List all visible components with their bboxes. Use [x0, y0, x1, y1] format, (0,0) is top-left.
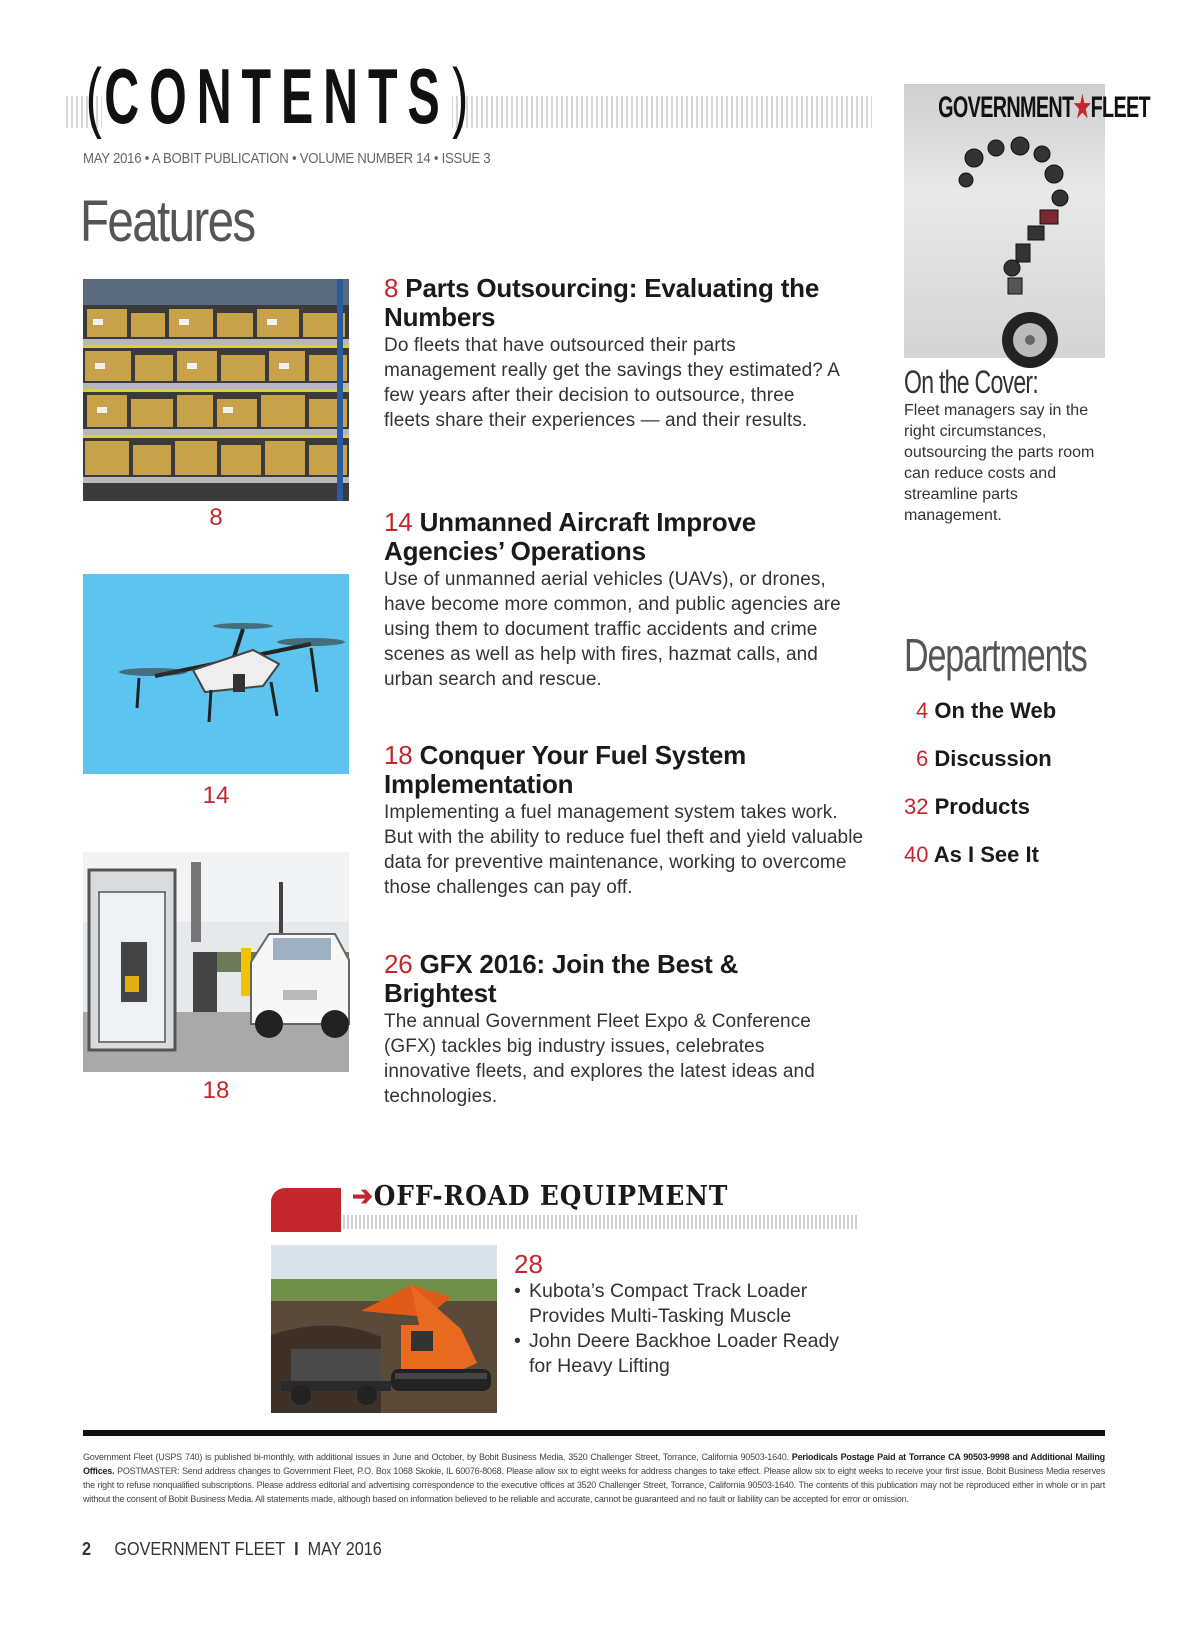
feature-article-fuel-system[interactable] [384, 741, 864, 900]
article-title[interactable] [384, 950, 744, 1008]
article-title[interactable] [384, 274, 864, 332]
article-description: Use of unmanned aerial vehicles (UAVs), or drones, have become more common, and public agencies are using them to document traffic accidents and crime scenes as well as help with fires, hazmat calls, and urban search and rescue. [384, 569, 841, 690]
track-loader-illustration [271, 1245, 497, 1413]
article-title[interactable] [384, 508, 804, 566]
on-the-cover-text: Fleet managers say in the right circumstances, outsourcing the parts room can reduce costs and streamline parts management. [904, 402, 1095, 524]
feature-article-unmanned-aircraft[interactable] [384, 508, 864, 692]
offroad-title-text: OFF-ROAD EQUIPMENT [373, 1181, 729, 1212]
article-title-text: Conquer Your Fuel System Implementation [384, 740, 747, 799]
page-number: 2 [82, 1539, 92, 1559]
contents-title [82, 52, 472, 140]
department-page-number: 4 [916, 698, 929, 723]
question-mark-parts-illustration [904, 128, 1105, 358]
feature-article-gfx-2016[interactable] [384, 950, 864, 1109]
feature-image-caption: 18 [202, 1077, 230, 1104]
article-title-text: Parts Outsourcing: Evaluating the Numbers [384, 273, 820, 332]
legal-text-bold: Periodicals Postage Paid at Torrance CA 90503-9998 and Additional Mailing Offices. [83, 1452, 1105, 1476]
parts-shelves-image[interactable] [83, 279, 349, 501]
cover-name-right: FLEET [1090, 91, 1150, 124]
article-page-number: 26 [384, 949, 413, 979]
page-folio [82, 1539, 382, 1560]
department-item-on-the-web[interactable] [916, 698, 1056, 724]
folio-publication: GOVERNMENT FLEET [114, 1539, 286, 1559]
on-the-cover-heading: On the Cover: [904, 364, 1039, 400]
article-description: The annual Government Fleet Expo & Conference (GFX) tackles big industry issues, celebrates innovative fleets, and explores the latest ideas and technologies. [384, 1011, 815, 1107]
article-page-number: 8 [384, 273, 399, 303]
cover-name-left: GOVERNMENT [938, 91, 1074, 124]
title-bracket-left: ( [85, 52, 102, 140]
fuel-station-image[interactable] [83, 852, 349, 1072]
department-item-discussion[interactable] [916, 746, 1052, 772]
issue-line: MAY 2016 • A BOBIT PUBLICATION • VOLUME NUMBER 14 • ISSUE 3 [83, 150, 491, 167]
department-item-as-i-see-it[interactable] [904, 842, 1039, 868]
drone-illustration [83, 574, 349, 774]
track-loader-image[interactable] [271, 1245, 497, 1413]
article-page-number: 14 [384, 507, 413, 537]
article-page-number: 18 [384, 740, 413, 770]
feature-image-caption: 8 [209, 504, 223, 531]
department-item-products[interactable] [904, 794, 1030, 820]
footer-rule [83, 1430, 1105, 1436]
article-title-text: GFX 2016: Join the Best & Brightest [384, 949, 739, 1008]
department-page-number: 32 [904, 794, 929, 819]
legal-text-part2: POSTMASTER: Send address changes to Government Fleet, P.O. Box 1068 Skokie, IL 60076-8068. Please allow six to eight weeks for address changes to take effect. Please allow six to eight weeks to receive your first issue. Bobit Business Media reserves the right to refuse nonqualified subscriptions. Please address editorial and advertising correspondence to the executive offices at 3520 Challenger Street, Torrance, California 90503-1640. The contents of this publication may not be reproduced either in whole or in part without the consent of Bobit Business Media. All statements made, although based on information believed to be reliable and accurate, cannot be guaranteed and no fault or liability can be accepted for error or omission. [83, 1466, 1105, 1504]
legal-notice [83, 1450, 1105, 1506]
parts-shelves-illustration [83, 279, 349, 501]
folio-date: MAY 2016 [307, 1539, 382, 1559]
folio-separator: I [294, 1539, 299, 1559]
offroad-section-title [352, 1181, 728, 1212]
title-word: CONTENTS [102, 56, 452, 136]
department-label: On the Web [934, 698, 1057, 723]
department-label: Discussion [934, 746, 1052, 771]
offroad-page-number: 28 [514, 1249, 543, 1279]
offroad-article-list [514, 1279, 864, 1379]
magazine-cover-image[interactable] [904, 84, 1150, 358]
article-title[interactable] [384, 741, 804, 799]
star-icon: ★ [1073, 91, 1091, 124]
legal-text-part1: Government Fleet (USPS 740) is published bi-monthly, with additional issues in June and October, by Bobit Business Media, 3520 Challenger Street, Torrance, California 90503-1640. [83, 1452, 789, 1462]
feature-article-parts-outsourcing[interactable] [384, 274, 864, 433]
department-page-number: 40 [904, 842, 929, 867]
article-description: Implementing a fuel management system takes work. But with the ability to reduce fuel theft and yield valuable data for preventive maintenance, working to overcome those challenges can pay off. [384, 802, 864, 898]
department-label: As I See It [933, 842, 1039, 867]
department-label: Products [934, 794, 1030, 819]
list-item[interactable]: • John Deere Backhoe Loader Ready for Heavy Lifting [514, 1329, 864, 1379]
list-item[interactable]: • Kubota’s Compact Track Loader Provides Multi-Tasking Muscle [514, 1279, 864, 1329]
cover-magazine-name [938, 90, 1150, 125]
offroad-title-bar [343, 1215, 859, 1229]
fuel-station-illustration [83, 852, 349, 1072]
features-heading: Features [80, 189, 255, 254]
offroad-red-tab [271, 1188, 341, 1232]
feature-image-caption: 14 [202, 782, 230, 809]
arrow-right-icon: ➔ [352, 1181, 374, 1212]
departments-heading: Departments [904, 629, 1087, 681]
department-page-number: 6 [916, 746, 929, 771]
article-description: Do fleets that have outsourced their parts management really get the savings they estimated? A few years after their decision to outsource, three fleets share their experiences — and their results. [384, 335, 840, 431]
article-title-text: Unmanned Aircraft Improve Agencies’ Operations [384, 507, 757, 566]
drone-image[interactable] [83, 574, 349, 774]
title-bracket-right: ) [452, 52, 469, 140]
